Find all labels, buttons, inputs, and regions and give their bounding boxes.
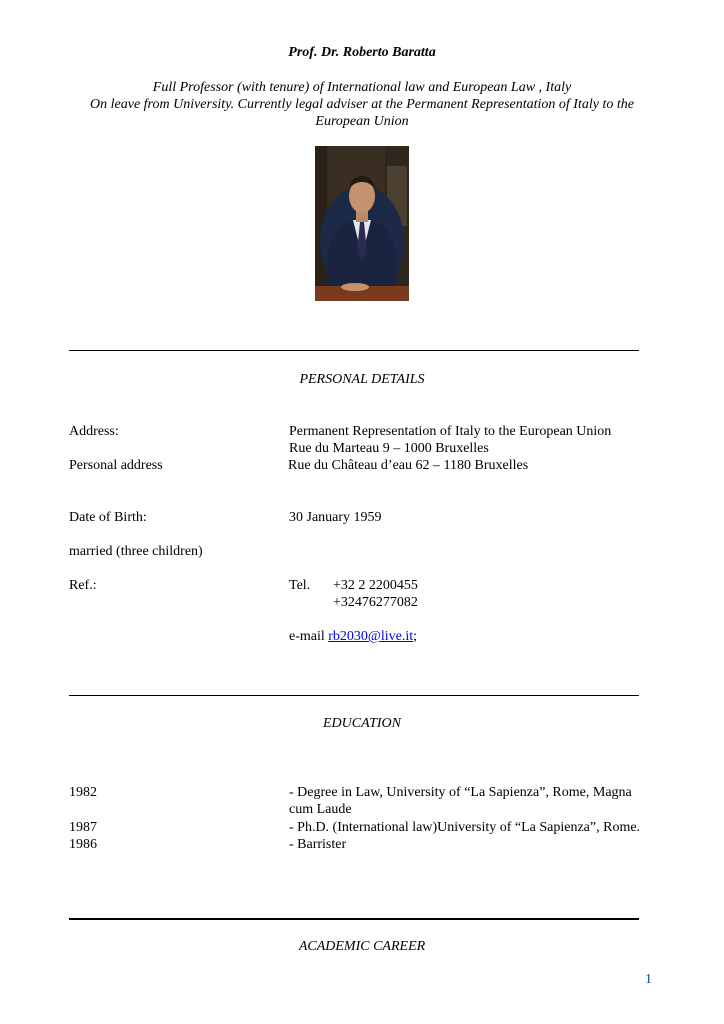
tel-number-2: +32476277082: [333, 595, 418, 610]
email-line: [289, 628, 417, 646]
ref-label: Ref.:: [69, 578, 97, 593]
dob-label: Date of Birth:: [69, 510, 147, 525]
divider-line: [69, 918, 639, 920]
email-label: e-mail: [289, 629, 325, 644]
personal-address-value: Rue du Château d’eau 62 – 1180 Bruxelles: [288, 458, 529, 473]
cv-name: Prof. Dr. Roberto Baratta: [288, 45, 436, 60]
education-year-1982: 1982: [69, 785, 97, 800]
email-suffix: ;: [413, 629, 417, 644]
address-line-2: Rue du Marteau 9 – 1000 Bruxelles: [289, 441, 489, 456]
education-barrister: - Barrister: [289, 837, 347, 852]
marital-status: married (three children): [69, 544, 203, 559]
divider-line: [69, 695, 639, 696]
education-phd: - Ph.D. (International law)University of “La Sapienza”, Rome.: [289, 820, 641, 835]
divider-line: [69, 350, 639, 351]
tel-number-1: +32 2 2200455: [333, 578, 418, 593]
education-degree-line-1: - Degree in Law, University of “La Sapienza”, Rome, Magna: [289, 785, 632, 800]
section-heading-education: EDUCATION: [322, 716, 402, 731]
address-line-1: Permanent Representation of Italy to the European Union: [289, 424, 612, 439]
personal-address-label: Personal address: [69, 458, 163, 473]
cv-subtitle-line-3: European Union: [315, 114, 409, 129]
section-heading-personal-details: PERSONAL DETAILS: [299, 372, 425, 387]
portrait-photo: [315, 146, 409, 301]
address-label: Address:: [69, 424, 119, 439]
cv-subtitle-line-2: On leave from University. Currently legal adviser at the Permanent Representation of Italy to the: [90, 97, 634, 112]
cv-subtitle-line-1: Full Professor (with tenure) of International law and European Law , Italy: [152, 80, 572, 95]
section-heading-academic-career: ACADEMIC CAREER: [298, 939, 426, 954]
page-number: 1: [645, 972, 652, 987]
dob-value: 30 January 1959: [289, 510, 382, 525]
education-year-1987: 1987: [69, 820, 97, 835]
education-degree-line-2: cum Laude: [289, 802, 352, 817]
tel-label: Tel.: [289, 578, 311, 593]
email-link[interactable]: rb2030@live.it: [328, 629, 414, 644]
education-year-1986: 1986: [69, 837, 97, 852]
